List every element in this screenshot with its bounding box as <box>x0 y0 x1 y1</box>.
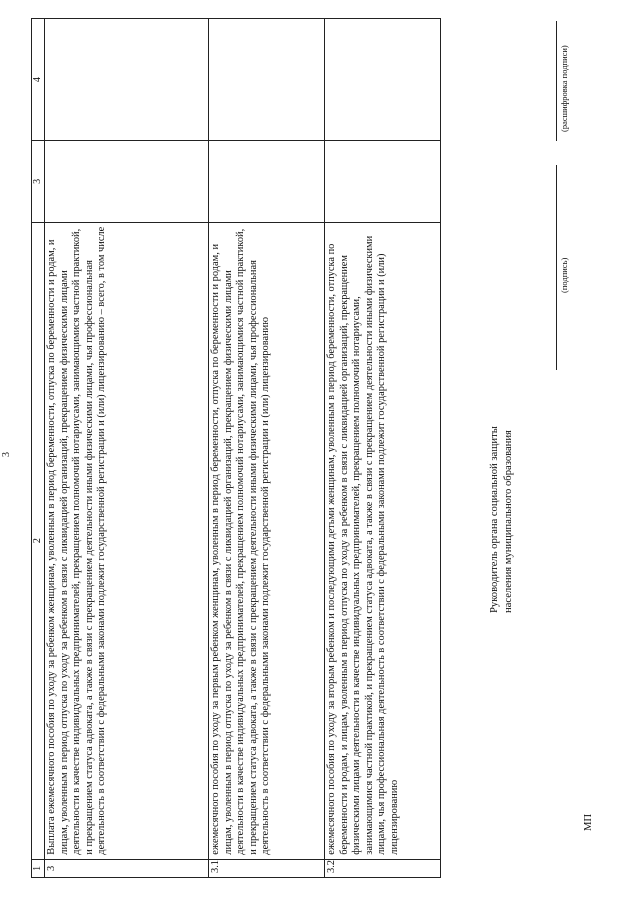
row-description: ежемесячного пособия по уходу за вторым ребенком и последующими детьми женщинам, уволенным в период беременности, отпуска по беременности и родам, и лицам, уволенным в период отпуска по уходу за ребенком в связи с ликвидацией организаций, прекращением физическими лицами деятельности в качестве индивидуальных предпринимателей, прекращением полномочий нотариусами, занимающимися частной практикой, и прекращением статуса адвоката, а также в связи с прекращением деятельности иными физическими лицами, чья профессиональная деятельность в соответствии с федеральными законами подлежит государственной регистрации и (или) лицензированию <box>325 222 441 859</box>
row-description: Выплата ежемесячного пособия по уходу за ребенком женщинам, уволенным в период беременности, отпуска по беременности и родам, и лицам, уволенным в период отпуска по уходу за ребенком в связи с ликвидацией организаций, прекращением физическими лицами деятельности в качестве индивидуальных предпринимателей, прекращением полномочий нотариусами, занимающимися частной практикой, и прекращением статуса адвоката, а также в связи с прекращением деятельности иными физическими лицами, чья профессиональная деятельность в соответствии с федеральными законами подлежит государственной регистрации и (или) лицензированию – всего, в том числе <box>45 222 209 859</box>
row-value-col4 <box>325 19 441 141</box>
signatory-position-line1: Руководитель органа социальной защиты <box>489 426 500 613</box>
table-row <box>325 19 441 878</box>
column-header: 4 <box>32 19 45 141</box>
decoding-caption: (расшифровка подписи) <box>559 45 569 132</box>
row-number: 3.2 <box>325 859 441 877</box>
row-number: 3 <box>45 859 209 877</box>
report-table <box>31 18 441 878</box>
signature-caption: (подпись) <box>559 257 569 293</box>
column-header: 2 <box>32 222 45 859</box>
row-number: 3.1 <box>209 859 325 877</box>
row-value-col3 <box>209 141 325 222</box>
row-value-col4 <box>45 19 209 141</box>
stamp-placeholder: МП <box>583 813 594 831</box>
decoding-line <box>556 21 557 141</box>
row-value-col3 <box>45 141 209 222</box>
column-header: 1 <box>32 859 45 877</box>
row-value-col3 <box>325 141 441 222</box>
column-header: 3 <box>32 141 45 222</box>
signatory-position-line2: населения муниципального образования <box>503 430 514 613</box>
table-row <box>209 19 325 878</box>
table-header-row <box>32 19 45 878</box>
row-value-col4 <box>209 19 325 141</box>
row-description: ежемесячного пособия по уходу за первым ребенком женщинам, уволенным в период беременности, отпуска по беременности и родам, и лицам, уволенным в период отпуска по уходу за ребенком в связи с ликвидацией организаций, прекращением физическими лицами деятельности в качестве индивидуальных предпринимателей, прекращением полномочий нотариусами, занимающимися частной практикой, и прекращением статуса адвоката, а также в связи с прекращением деятельности иными физическими лицами, чья профессиональная деятельность в соответствии с федеральными законами подлежит государственной регистрации и (или) лицензированию <box>209 222 325 859</box>
page-number: 3 <box>1 452 12 457</box>
table-row <box>45 19 209 878</box>
signature-line <box>556 165 557 370</box>
